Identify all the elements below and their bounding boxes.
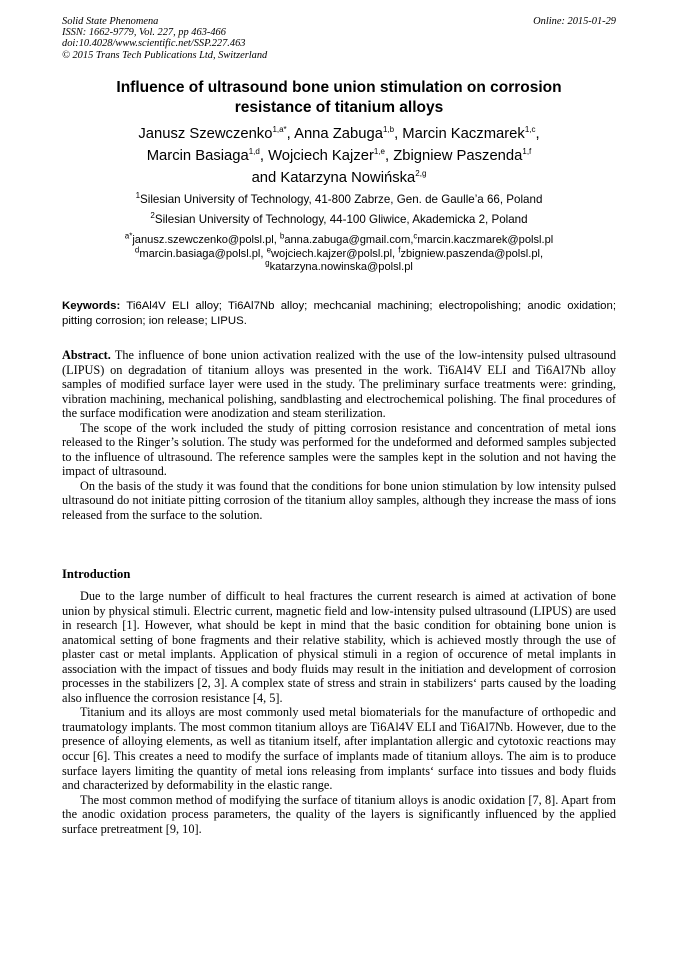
author-name: Katarzyna Nowińska [280,170,416,186]
abstract-label: Abstract. [62,348,111,362]
keywords-text: Ti6Al4V ELI alloy; Ti6Al7Nb alloy; mechcanial machining; electropolishing; anodic oxidation; pitting corrosion; ion release; LIPUS. [62,300,616,327]
author-line-1 [70,123,608,145]
author-separator: and [251,170,281,186]
author-line-2 [70,145,608,167]
journal-copyright: © 2015 Trans Tech Publications Ltd, Switzerland [62,49,268,61]
affiliation-text: Silesian University of Technology, 41-800 Zabrze, Gen. de Gaulle’a 66, Poland [140,193,543,206]
introduction-paragraph-1: Due to the large number of difficult to heal fractures the current research is aimed at activation of bone union by physical stimuli. Electric current, magnetic field and low-intensity pulsed ultrasound (LIPUS) are used in research [1]. However, what should be kept in mind that the basic condition for obtaining bone union is anatomical setting of bone fragments and their relative stability, which is achieved mostly through the use of plaster cast or metal implants. Application of physical stimuli in a region of occurence of metal implants in association with the impact of tissues and body fluids may result in the initiation and development of corrosion processes in the stabilizers [2, 3]. A complex state of stress and strain in stabilizers‘ parts caused by the loading also influence the corrosion resistance [4, 5]. [62,589,616,705]
abstract-block [62,348,616,523]
introduction-heading: Introduction [62,567,131,581]
email-link[interactable]: janusz.szewczenko@polsl.pl [132,234,274,246]
journal-name: Solid State Phenomena [62,16,159,27]
affiliation-2 [70,213,608,227]
author-marker: 1,d [248,147,260,157]
email-line-2: $^d$marcin.basiaga@polsl.pl, $^e$wojciech.kajzer@polsl.pl, $^f$zbigniew.paszenda@polsl.pl, [134,245,544,260]
author-name: Wojciech Kajzer [268,148,374,164]
journal-doi[interactable]: doi:10.4028/www.scientific.net/SSP.227.463 [62,38,246,50]
author-name: Marcin Basiaga [146,148,249,164]
author-name: Marcin Kaczmarek [402,126,525,142]
email-marker: a* [124,231,133,241]
abstract-paragraph-1 [62,348,616,421]
email-link[interactable]: anna.zabuga@gmail.com [284,234,411,246]
abstract-paragraph-2: The scope of the work included the study of pitting corrosion resistance and concentration of metal ions released to the Ringer’s solution. The study was performed for the undeformed and deformed samples subjected to the influence of ultrasound. The reference samples were the samples kept in the solution and not having the impact of ultrasound. [62,420,616,479]
introduction-block [62,589,616,836]
author-separator: , [385,148,394,164]
introduction-paragraph-2: Titanium and its alloys are most commonly used metal biomaterials for the manufacture of orthopedic and traumatology implants. The most common titanium alloys are Ti6Al4V ELI and Ti6Al7Nb. However, due to the presence of alloying elements, as well as titanium itself, after implantation allergic and cytotoxic reactions may occur [6]. This creates a need to modify the surface of implants made of titanium alloys. The aim is to produce surface layers limiting the quantity of metal ions releasing from implants‘ surface into tissues and body fluids and characterized by deformability in the elastic range. [62,705,616,793]
author-name: Janusz Szewczenko [138,126,273,142]
author-marker: 2,g [415,169,427,179]
email-marker: g [265,258,270,268]
abstract-paragraph-3: On the basis of the study it was found that the conditions for bone union stimulation by low intensity pulsed ultrasound do not initiate pitting corrosion of the titanium alloy samples, although they increase the mass of ions released from the surface to the solution. [62,478,616,523]
title-line-1: Influence of ultrasound bone union stimulation on corrosion [116,79,562,96]
email-marker: b [279,231,285,241]
online-date: Online: 2015-01-29 [533,16,616,27]
author-name: Anna Zabuga [294,126,383,142]
email-link[interactable]: marcin.kaczmarek@polsl.pl [417,234,554,246]
author-name: Zbigniew Paszenda [393,148,523,164]
author-separator: , [286,126,295,142]
affiliation-marker: 1 [135,191,141,201]
email-marker: d [134,245,140,255]
author-marker: 1,a* [272,125,287,135]
email-marker: c [413,231,418,241]
email-marker: e [266,245,272,255]
author-marker: 1,b [382,125,395,135]
email-line-1: $^{a*}$janusz.szewczenko@polsl.pl, $^b$anna.zabuga@gmail.com,$^c$marcin.kaczmarek@polsl.pl [124,231,554,246]
affiliation-text: Silesian University of Technology, 44-100 Gliwice, Akademicka 2, Poland [154,213,528,226]
author-separator: , [259,148,269,164]
email-link[interactable]: zbigniew.paszenda@polsl.pl [400,247,540,260]
email-list [70,231,608,275]
author-marker: 1,c [524,125,536,135]
keywords-label: Keywords: [62,300,121,312]
keywords-block [62,299,616,329]
journal-issn: ISSN: 1662-9779, Vol. 227, pp 463-466 [62,27,226,39]
author-list [70,123,608,189]
email-link[interactable]: marcin.basiaga@polsl.pl [139,247,261,260]
author-marker: 1,e [373,147,385,157]
affiliation-marker: 2 [150,211,155,221]
author-separator: , [394,126,403,142]
journal-header [62,16,267,61]
email-link[interactable]: wojciech.kajzer@polsl.pl [271,247,393,260]
email-line-3 [70,258,608,275]
email-link[interactable]: katarzyna.nowinska@polsl.pl [269,261,413,274]
affiliation-1 [70,193,608,207]
paper-title [100,78,578,118]
abstract-text: The influence of bone union activation realized with the use of the low-intensity pulsed ultrasound (LIPUS) on degradation of titanium alloys was presented in the work. Ti6Al4V ELI and Ti6Al7Nb alloy samples of modified surface layer were used in the study. The preliminary surface treatments were: grinding, vibration machining, mechanical polishing, sandblasting and electrochemical polishing. The final procedures of the surface modification were anodization and steam sterilization. [62,348,616,421]
introduction-paragraph-3: The most common method of modifying the surface of titanium alloys is anodic oxidation [7, 8]. Apart from the anodic oxidation process parameters, the quality of the layers is significantly influenced by the applied surface pretreatment [9, 10]. [62,792,616,836]
email-marker: f [398,245,401,255]
author-line-3 [70,167,608,189]
author-separator: , [535,126,540,142]
title-line-2: resistance of titanium alloys [234,99,444,116]
author-marker: 1,f [522,147,532,157]
